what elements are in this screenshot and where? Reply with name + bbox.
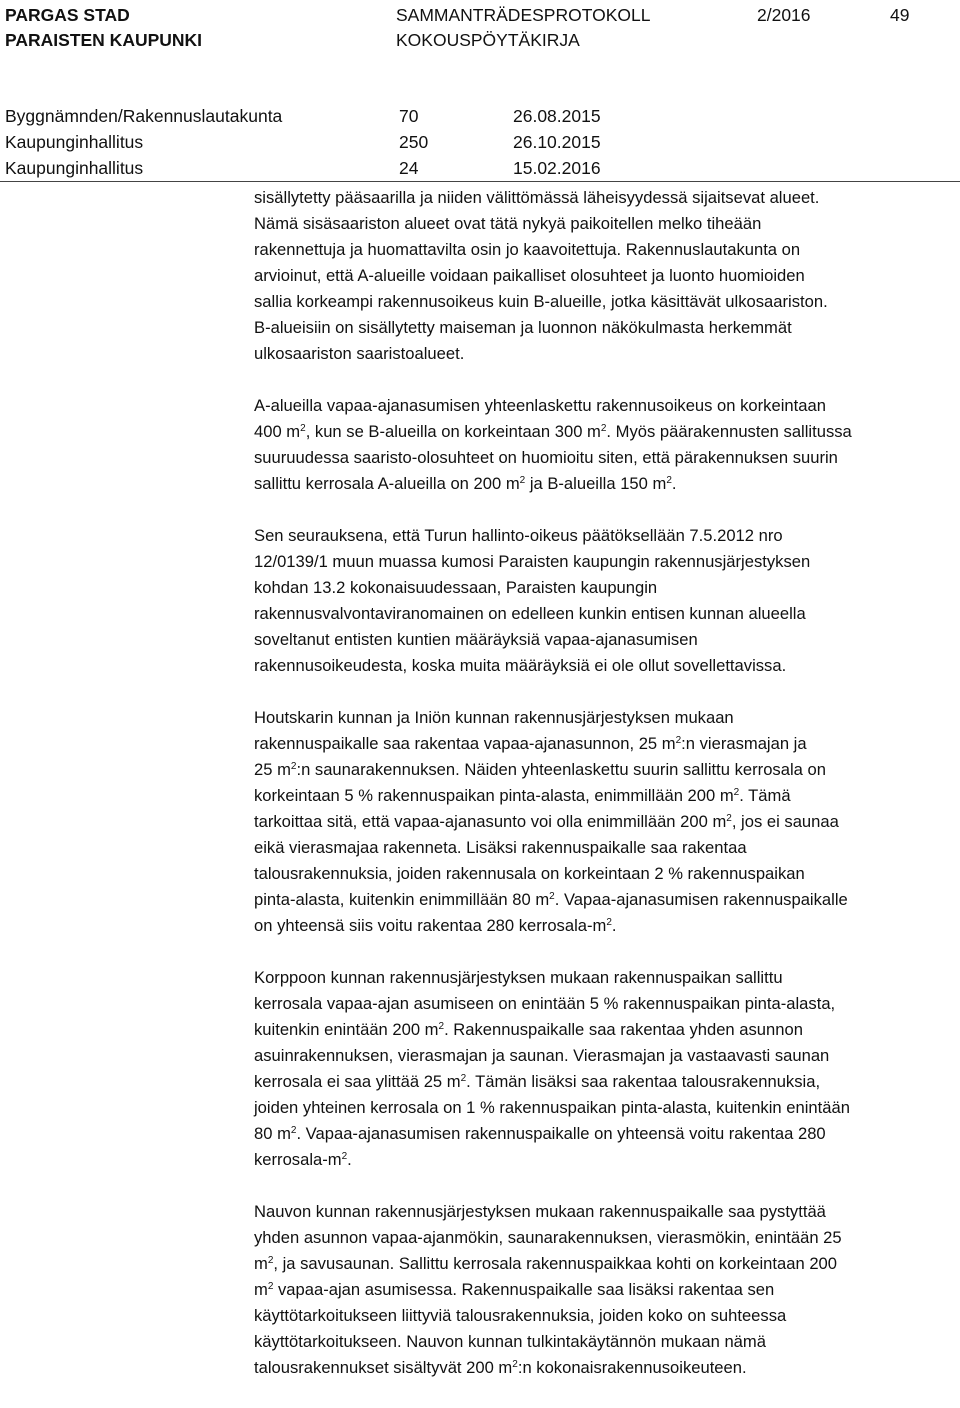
text-line: 80 $m^2$. Vapaa-ajanasumisen rakennuspaikalle on yhteensä voitu rakentaa 280: [254, 1124, 826, 1143]
text-line: rakennusoikeudesta, koska muita määräyksiä ei ole ollut sovellettavissa.: [254, 656, 787, 675]
paragraph-houtskari-inio: [254, 705, 958, 939]
text-line: sisällytetty pääsaarilla ja niiden välittömässä läheisyydessä sijaitsevat alueet.: [254, 188, 820, 207]
doc-type-fi: KOKOUSPÖYTÄKIRJA: [396, 30, 580, 50]
doc-type-sv: SAMMANTRÄDESPROTOKOLL: [396, 5, 651, 25]
text-line: tarkoittaa sitä, että vapaa-ajanasunto voi olla enimmillään 200 $m^2$, jos ei saunaa: [254, 812, 839, 831]
text-line: on yhteensä siis voitu rakentaa 280 kerrosala-$m^2$.: [254, 916, 617, 935]
text-line: A-alueilla vapaa-ajanasumisen yhteenlaskettu rakennusoikeus on korkeintaan: [254, 396, 826, 415]
text-line: korkeintaan 5 % rakennuspaikan pinta-alasta, enimmillään 200 $m^2$. Tämä: [254, 786, 791, 805]
org-name-fi: PARAISTEN KAUPUNKI: [5, 30, 203, 50]
document-type: [396, 3, 650, 53]
meeting-row: [5, 129, 960, 155]
text-line: kerrosala ei saa ylittää 25 $m^2$. Tämän lisäksi saa rakentaa talousrakennuksia,: [254, 1072, 821, 1091]
meeting-date: 15.02.2016: [513, 158, 601, 178]
text-line: rakennuspaikalle saa rakentaa vapaa-ajanasunnon, 25 $m^2:n$ vierasmajan ja: [254, 734, 807, 753]
text-line: suuruudessa saaristo-olosuhteet on huomioitu siten, että pärakennuksen suurin: [254, 448, 838, 467]
text-line: eikä vierasmajaa rakenneta. Lisäksi rakennuspaikalle saa rakentaa: [254, 838, 747, 857]
paragraph-area-classification: [254, 185, 958, 367]
text-line: sallia korkeampi rakennusoikeus kuin B-alueille, jotka käsittävät ulkosaariston.: [254, 292, 828, 311]
text-line: sallittu kerrosala A-alueilla on 200 $m^2$ ja B-alueilla 150 $m^2$.: [254, 474, 677, 493]
text-line: talousrakennukset sisältyvät 200 $m^2:n$ kokonaisrakennusoikeuteen.: [254, 1358, 747, 1377]
document-body: [254, 185, 958, 1407]
text-line: Houtskarin kunnan ja Iniön kunnan rakennusjärjestyksen mukaan: [254, 708, 734, 727]
text-line: käyttötarkoitukseen. Nauvon kunnan tulkintakäytännön mukaan nämä: [254, 1332, 766, 1351]
text-line: käyttötarkoitukseen liittyviä talousrakennuksia, joiden koko on suhteessa: [254, 1306, 787, 1325]
text-line: Nauvon kunnan rakennusjärjestyksen mukaan rakennuspaikalle saa pystyttää: [254, 1202, 826, 1221]
text-line: kerrosala-$m^2$.: [254, 1150, 352, 1169]
meeting-body: Kaupunginhallitus: [5, 158, 144, 178]
text-line: 400 $m^2$, kun se B-alueilla on korkeintaan 300 $m^2$. Myös päärakennusten sallitussa: [254, 422, 852, 441]
text-line: ulkosaariston saaristoalueet.: [254, 344, 465, 363]
meeting-body: Kaupunginhallitus: [5, 132, 144, 152]
text-line: joiden yhteinen kerrosala on 1 % rakennuspaikan pinta-alasta, kuitenkin enintään: [254, 1098, 850, 1117]
text-line: yhden asunnon vapaa-ajanmökin, saunarakennuksen, vierasmökin, enintään 25: [254, 1228, 842, 1247]
page-number: 49: [890, 5, 910, 25]
text-line: talousrakennuksia, joiden rakennusala on korkeintaan 2 % rakennuspaikan: [254, 864, 805, 883]
text-line: Nämä sisäsaariston alueet ovat tätä nykyä paikoitellen melko tiheään: [254, 214, 762, 233]
meeting-references: [5, 103, 960, 181]
meeting-section: 250: [399, 132, 429, 152]
organization-name: [5, 3, 202, 53]
header-divider: [0, 181, 960, 182]
paragraph-nauvo: [254, 1199, 958, 1381]
text-line: soveltanut entisten kuntien määräyksiä vapaa-ajanasumisen: [254, 630, 698, 649]
meeting-row: [5, 155, 960, 181]
meeting-section: 24: [399, 158, 419, 178]
text-line: B-alueisiin on sisällytetty maiseman ja luonnon näkökulmasta herkemmät: [254, 318, 792, 337]
text-line: arvioinut, että A-alueille voidaan paikalliset olosuhteet ja luonto huomioiden: [254, 266, 805, 285]
org-name-sv: PARGAS STAD: [5, 5, 130, 25]
text-line: Korppoon kunnan rakennusjärjestyksen mukaan rakennuspaikan sallittu: [254, 968, 783, 987]
text-line: kohdan 13.2 kokonaisuudessaan, Paraisten kaupungin: [254, 578, 658, 597]
text-line: rakennettuja ja huomattavilta osin jo kaavoitettuja. Rakennuslautakunta on: [254, 240, 801, 259]
meeting-body: Byggnämnden/Rakennuslautakunta: [5, 106, 283, 126]
meeting-section: 70: [399, 106, 419, 126]
meeting-date: 26.08.2015: [513, 106, 601, 126]
text-line: kuitenkin enintään 200 $m^2$. Rakennuspaikalle saa rakentaa yhden asunnon: [254, 1020, 803, 1039]
text-line: 12/0139/1 muun muassa kumosi Paraisten kaupungin rakennusjärjestyksen: [254, 552, 811, 571]
text-line: 25 $m^2:n$ saunarakennuksen. Näiden yhteenlaskettu suurin sallittu kerrosala on: [254, 760, 826, 779]
text-line: rakennusvalvontaviranomainen on edelleen kunkin entisen kunnan alueella: [254, 604, 806, 623]
paragraph-building-rights: [254, 393, 958, 497]
document-number: 2/2016: [757, 5, 811, 25]
paragraph-korppoo: [254, 965, 958, 1173]
text-line: asuinrakennuksen, vierasmajan ja saunan. Vierasmajan ja vastaavasti saunan: [254, 1046, 830, 1065]
paragraph-court-decision: [254, 523, 958, 679]
text-line: kerrosala vapaa-ajan asumiseen on enintään 5 % rakennuspaikan pinta-alasta,: [254, 994, 836, 1013]
text-line: Sen seurauksena, että Turun hallinto-oikeus päätöksellään 7.5.2012 nro: [254, 526, 783, 545]
meeting-row: [5, 103, 960, 129]
text-line: $m^2$ vapaa-ajan asumisessa. Rakennuspaikalle saa lisäksi rakentaa sen: [254, 1280, 775, 1299]
meeting-date: 26.10.2015: [513, 132, 601, 152]
text-line: $m^2$, ja savusaunan. Sallittu kerrosala rakennuspaikkaa kohti on korkeintaan 200: [254, 1254, 838, 1273]
text-line: pinta-alasta, kuitenkin enimmillään 80 $m^2$. Vapaa-ajanasumisen rakennuspaikalle: [254, 890, 848, 909]
